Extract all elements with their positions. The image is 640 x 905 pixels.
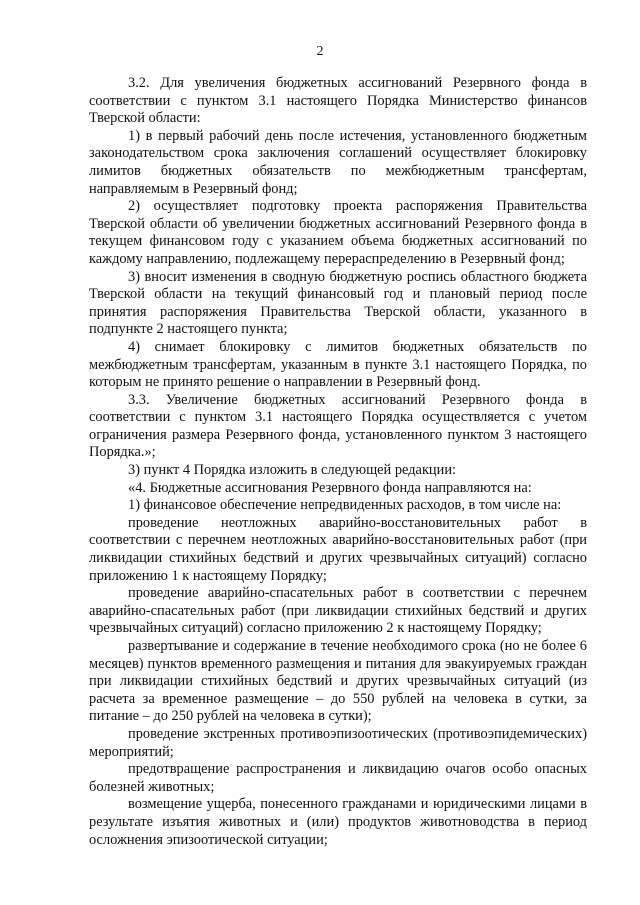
paragraph-amendment-point-3: 3) пункт 4 Порядка изложить в следующей редакции:	[128, 462, 457, 479]
paragraph-point-4-heading: «4. Бюджетные ассигнования Резервного фонда направляются на:	[128, 479, 532, 496]
paragraph-3-2: 3.2. Для увеличения бюджетных ассигнований Резервного фонда в соответствии с пунктом 3.1 настоящего Порядка Министерство финансов Тверской области:	[89, 75, 587, 127]
paragraph-subitem-4-unblocking: 4) снимает блокировку с лимитов бюджетных обязательств по межбюджетным трансфертам, указанным в пункте 3.1 настоящего Порядка, по которым не принято решение о направлении в Резервный фонд.	[89, 338, 587, 391]
paragraph-subitem-2-draft-order: 2) осуществляет подготовку проекта распоряжения Правительства Тверской области об увеличении бюджетных ассигнований Резервного фонда в текущем финансовом году с указанием объема бюджетных ассигнований по каждому направлению, подлежащему перераспределению в Резервный фонд;	[89, 198, 587, 267]
list-item-antiepizootic-measures: проведение экстренных противоэпизоотических (противоэпидемических) мероприятий;	[89, 725, 587, 760]
paragraph-subitem-3-budget-changes: 3) вносит изменения в сводную бюджетную роспись областного бюджета Тверской области на текущий финансовый год и плановый период после принятия распоряжения Правительства Тверской области, указанного в подпункте 2 настоящего пункта;	[89, 268, 587, 338]
page-number: 2	[316, 44, 324, 59]
paragraph-3-3: 3.3. Увеличение бюджетных ассигнований Резервного фонда в соответствии с пунктом 3.1 настоящего Порядка осуществляется с учетом ограничения размера Резервного фонда, установленного пунктом 3 настоящего Порядка.»;	[89, 391, 587, 461]
list-item-temporary-accommodation: развертывание и содержание в течение необходимого срока (но не более 6 месяцев) пунктов временного размещения и питания для эвакуируемых граждан при ликвидации стихийных бедствий и других чрезвычайных ситуаций (из расчета за временное размещение – до 550 рублей на человека в сутки, за питание – до 250 рублей на человека в сутки);	[89, 638, 587, 725]
paragraph-point-4-item-1: 1) финансовое обеспечение непредвиденных расходов, в том числе на:	[128, 497, 562, 514]
list-item-damage-compensation: возмещение ущерба, понесенного гражданами и юридическими лицами в результате изъятия животных и (или) продуктов животноводства в период осложнения эпизоотической ситуации;	[89, 796, 587, 848]
list-item-animal-disease-prevention: предотвращение распространения и ликвидацию очагов особо опасных болезней животных;	[89, 761, 587, 795]
paragraph-subitem-1-blocking: 1) в первый рабочий день после истечения, установленного бюджетным законодательством срока заключения соглашений осуществляет блокировку лимитов бюджетных обязательств по межбюджетным трансфертам, направляемым в Резервный фонд;	[89, 127, 587, 197]
list-item-rescue-works: проведение аварийно-спасательных работ в соответствии с перечнем аварийно-спасательных работ (при ликвидации стихийных бедствий и других чрезвычайных ситуаций) согласно приложению 2 к настоящему Порядку;	[89, 585, 587, 637]
document-body	[89, 75, 587, 849]
list-item-emergency-recovery-works: проведение неотложных аварийно-восстановительных работ в соответствии с перечнем неотложных аварийно-восстановительных работ (при ликвидации стихийных бедствий и других чрезвычайных ситуаций) согласно приложению 1 к настоящему Порядку;	[89, 514, 587, 584]
